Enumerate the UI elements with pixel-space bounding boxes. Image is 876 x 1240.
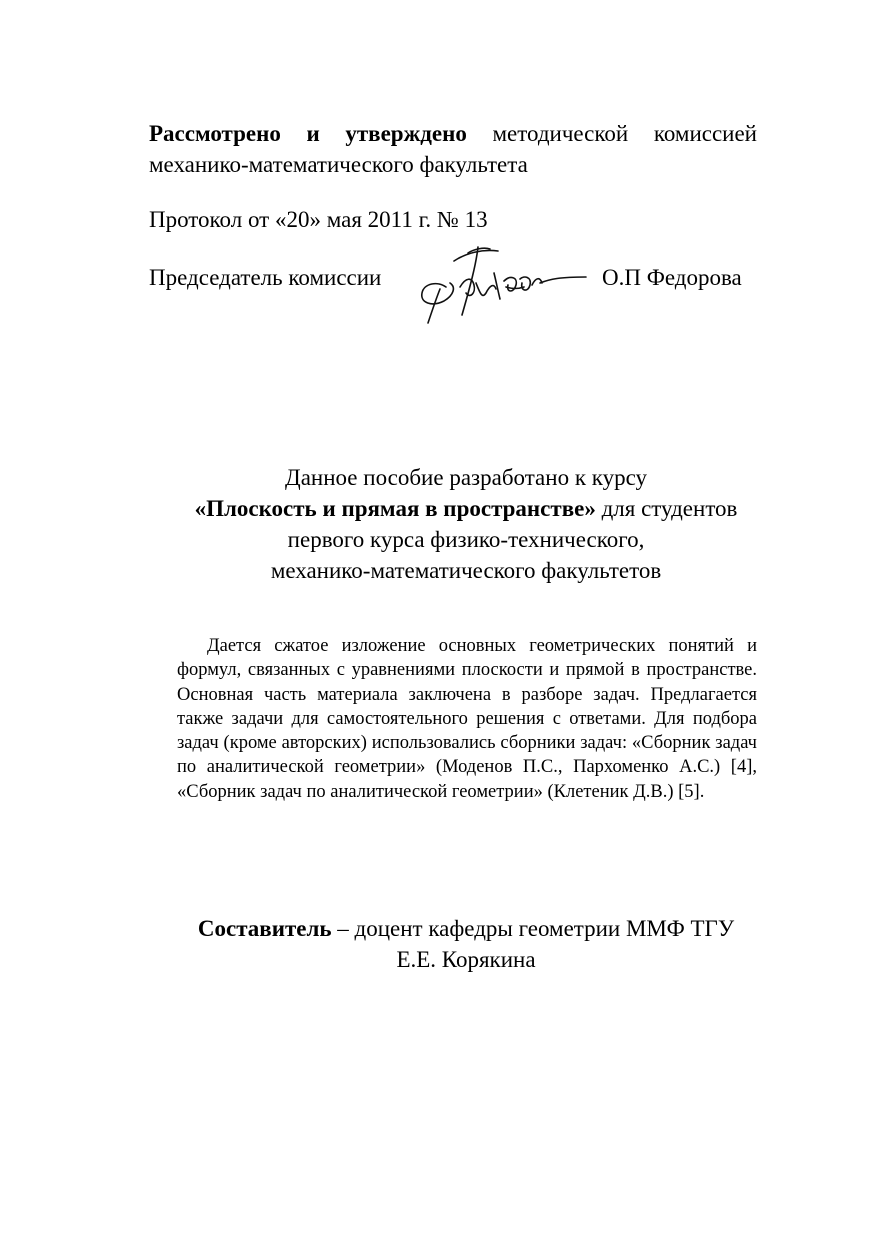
protocol-line: Протокол от «20» мая 2011 г. № 13 <box>149 207 488 232</box>
chair-label: Председатель комиссии <box>149 265 382 290</box>
author-position: – доцент кафедры геометрии ММФ ТГУ <box>331 916 735 941</box>
author-bold-lead: Составитель <box>197 916 332 941</box>
abstract-paragraph: Дается сжатое изложение основных геометрических понятий и формул, связанных с уравнениями плоскости и прямой в пространстве. Основная часть материала заключена в разборе задач. Предлагается также задачи для самостоятельного решения с ответами. Для подбора задач (кроме авторских) использовались сборники задач: «Сборник задач по аналитической геометрии» (Моденов П.С., Пархоменко А.С.) [4], «Сборник задач по аналитической геометрии» (Клетеник Д.В.) [5]. <box>177 636 757 802</box>
author-name: Е.Е. Корякина <box>396 947 536 972</box>
course-line-2 <box>120 493 812 524</box>
chair-name: О.П Федорова <box>602 265 742 290</box>
course-line-4: механико-математического факультетов <box>270 558 662 583</box>
approval-statement <box>149 118 757 180</box>
author-block <box>120 913 812 975</box>
course-line-1: Данное пособие разработано к курсу <box>285 465 647 490</box>
course-line-3: первого курса физико-технического, <box>287 527 645 552</box>
course-title: «Плоскость и прямая в пространстве» <box>194 496 596 521</box>
course-description <box>120 462 812 586</box>
approval-bold-lead: Рассмотрено и утверждено <box>149 121 467 146</box>
author-line <box>120 913 812 944</box>
signature-image <box>410 243 590 327</box>
approval-text: методической комиссией механико-математического факультета <box>149 121 757 177</box>
course-line-2-rest: для студентов <box>595 496 738 521</box>
